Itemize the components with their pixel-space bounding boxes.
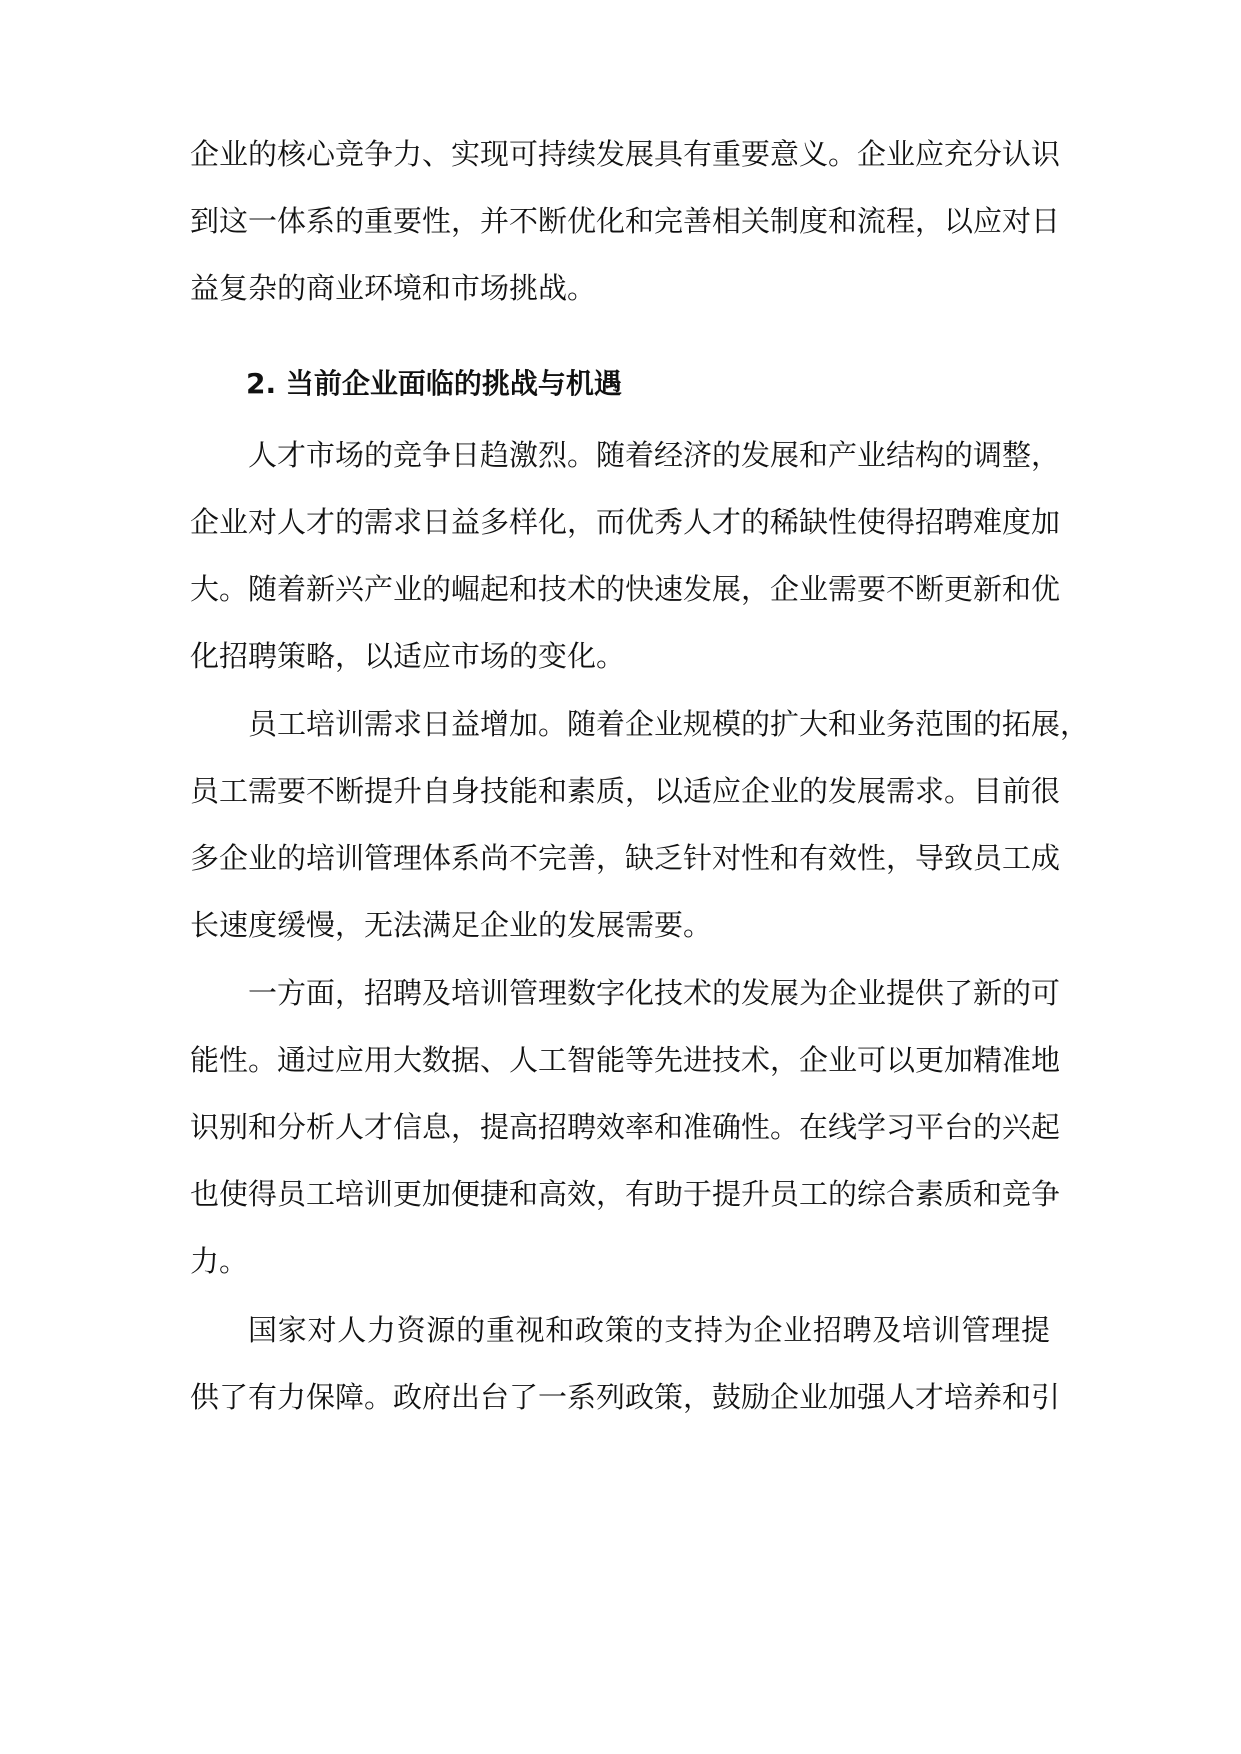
- paragraph-line: 化招聘策略，以适应市场的变化。: [190, 639, 626, 673]
- paragraph-line: 也使得员工培训更加便捷和高效，有助于提升员工的综合素质和竞争: [190, 1177, 1061, 1211]
- paragraph-line: 大。随着新兴产业的崛起和技术的快速发展，企业需要不断更新和优: [190, 572, 1061, 606]
- paragraph-line: 供了有力保障。政府出台了一系列政策，鼓励企业加强人才培养和引: [190, 1380, 1061, 1414]
- paragraph-line: 长速度缓慢，无法满足企业的发展需要。: [190, 908, 713, 942]
- paragraph-line: 到这一体系的重要性，并不断优化和完善相关制度和流程，以应对日: [190, 204, 1061, 238]
- paragraph-line: 益复杂的商业环境和市场挑战。: [190, 271, 597, 305]
- paragraph-line: 多企业的培训管理体系尚不完善，缺乏针对性和有效性，导致员工成: [190, 841, 1061, 875]
- paragraph-line: 企业对人才的需求日益多样化，而优秀人才的稀缺性使得招聘难度加: [190, 505, 1061, 539]
- paragraph-line: 企业的核心竞争力、实现可持续发展具有重要意义。企业应充分认识: [190, 137, 1061, 171]
- paragraph-line: 一方面，招聘及培训管理数字化技术的发展为企业提供了新的可: [248, 976, 1061, 1010]
- paragraph-line: 员工培训需求日益增加。随着企业规模的扩大和业务范围的拓展，: [248, 707, 1090, 741]
- paragraph-line: 识别和分析人才信息，提高招聘效率和准确性。在线学习平台的兴起: [190, 1110, 1061, 1144]
- paragraph-line: 人才市场的竞争日趋激烈。随着经济的发展和产业结构的调整，: [248, 438, 1061, 472]
- paragraph-line: 员工需要不断提升自身技能和素质，以适应企业的发展需求。目前很: [190, 774, 1061, 808]
- section-heading: 2. 当前企业面临的挑战与机遇: [246, 367, 622, 400]
- paragraph-line: 力。: [190, 1244, 249, 1278]
- paragraph-line: 能性。通过应用大数据、人工智能等先进技术，企业可以更加精准地: [190, 1043, 1061, 1077]
- paragraph-line: 国家对人力资源的重视和政策的支持为企业招聘及培训管理提: [248, 1313, 1050, 1347]
